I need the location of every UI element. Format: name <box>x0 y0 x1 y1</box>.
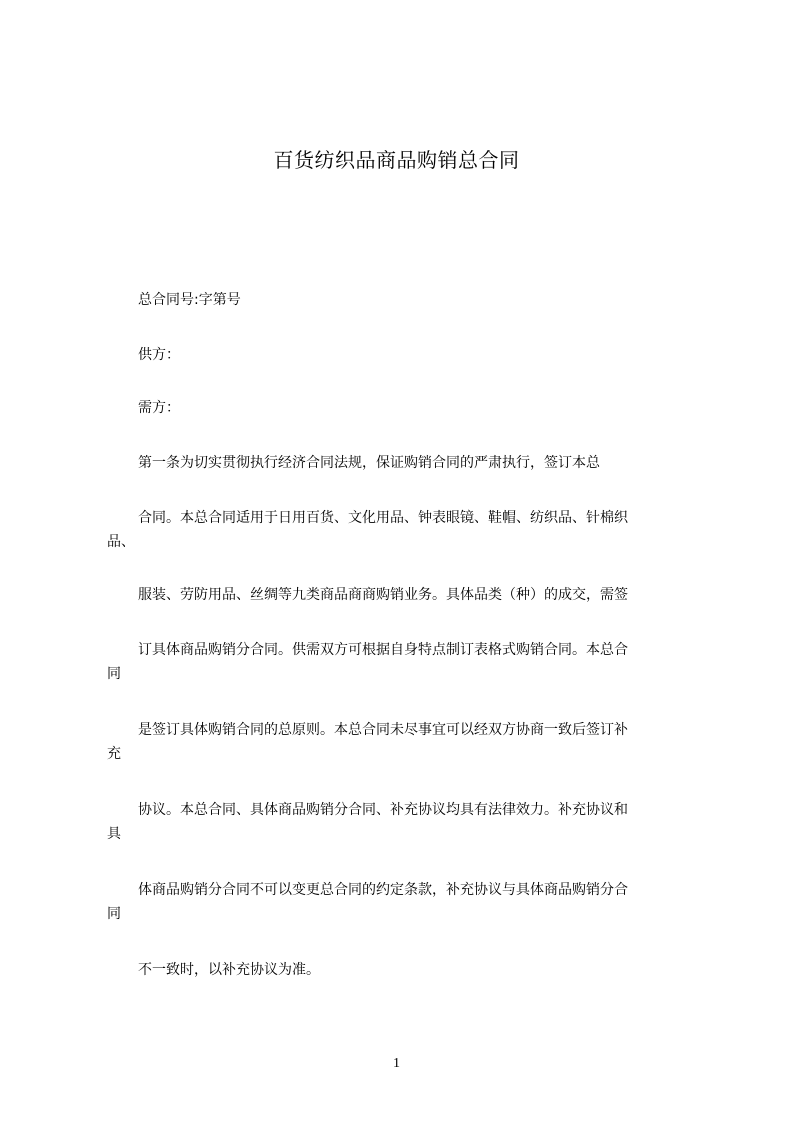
buyer-label: 需方： <box>138 400 180 416</box>
document-title: 百货纺织品商品购销总合同 <box>273 148 520 172</box>
article-1-line-7 <box>107 878 701 926</box>
article-1-line-2 <box>107 506 701 554</box>
article-1-line-7-wrap: 同 <box>107 906 121 922</box>
article-1-line-7-text: 体商品购销分合同不可以变更总合同的约定条款，补充协议与具体商品购销分合 <box>138 882 628 898</box>
article-1-line-2-text: 合同。本总合同适用于日用百货、文化用品、钟表眼镜、鞋帽、纺织品、针棉织 <box>138 510 628 526</box>
article-1-line-8: 不一致时，以补充协议为准。 <box>138 962 320 978</box>
supplier-label: 供方： <box>138 347 180 363</box>
article-1-line-6-wrap: 具 <box>107 826 121 842</box>
article-1-line-6 <box>107 798 701 846</box>
article-1-line-2-wrap: 品、 <box>107 534 135 550</box>
article-1-line-5 <box>107 718 701 766</box>
article-1-line-4 <box>107 638 701 686</box>
article-1-line-1: 第一条为切实贯彻执行经济合同法规，保证购销合同的严肃执行，签订本总 <box>138 455 600 471</box>
contract-number: 总合同号:字第号 <box>138 292 241 308</box>
article-1-line-4-text: 订具体商品购销分合同。供需双方可根据自身特点制订表格式购销合同。本总合 <box>138 642 628 658</box>
article-1-line-5-text: 是签订具体购销合同的总原则。本总合同未尽事宜可以经双方协商一致后签订补 <box>138 722 628 738</box>
article-1-line-4-wrap: 同 <box>107 666 121 682</box>
article-1-line-3: 服装、劳防用品、丝绸等九类商品商商购销业务。具体品类（种）的成交，需签 <box>138 587 628 603</box>
article-1-line-6-text: 协议。本总合同、具体商品购销分合同、补充协议均具有法律效力。补充协议和 <box>138 802 628 818</box>
article-1-line-5-wrap: 充 <box>107 746 121 762</box>
page-number: 1 <box>393 1056 400 1071</box>
